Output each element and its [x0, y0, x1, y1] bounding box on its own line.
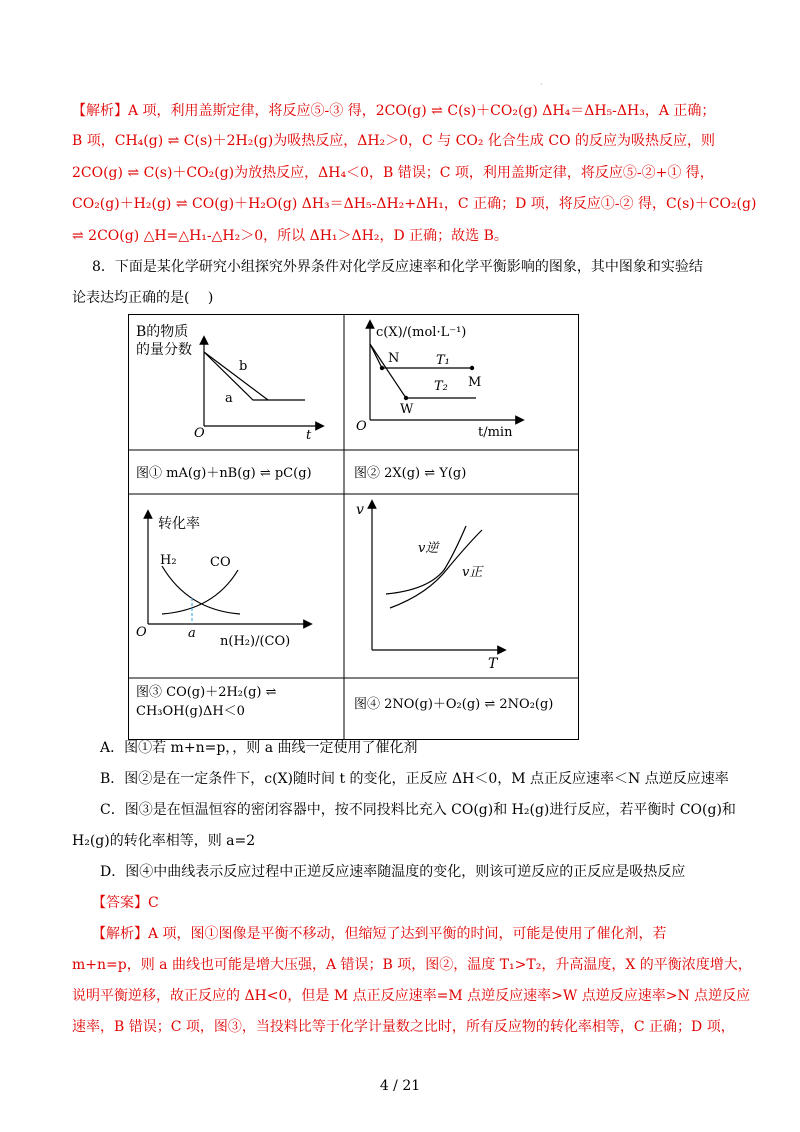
graph3-origin: O [136, 625, 147, 640]
question-stem-line2: 论表达均正确的是( ) [72, 290, 214, 306]
graph4-caption: 图④ 2NO(g)＋O₂(g) ⇌ 2NO₂(g) [354, 697, 554, 712]
graph2-origin: O [356, 419, 367, 434]
answer: 【答案】C [92, 895, 159, 911]
graph1-curve-b-label: b [239, 359, 248, 374]
graph2-point-W: W [400, 402, 414, 417]
graph1 [136, 323, 320, 443]
graph-table [128, 314, 579, 740]
option-C-line1: C．图③是在恒温恒容的密闭容器中，按不同投料比充入 CO(g)和 H₂(g)进行反应，若平衡时 CO(g)和 [100, 802, 736, 818]
graph2-point-N: N [388, 351, 400, 366]
graph1-ylabel1: B的物质 [136, 324, 189, 340]
graph4-v-reverse-label: v逆 [418, 541, 439, 556]
analysis2-line1: 【解析】A 项，图①图像是平衡不移动，但缩短了达到平衡的时间，可能是使用了催化剂，若 [92, 926, 667, 942]
graph1-curve-a-label: a [225, 391, 233, 406]
option-D: D．图④中曲线表示反应过程中正逆反应速率随温度的变化，则该可逆反应的正反应是吸热反应 [100, 864, 686, 880]
analysis2-line2: m+n=p，则 a 曲线也可能是增大压强，A 错误；B 项，图②，温度 T₁>T₂，升高温度，X 的平衡浓度增大， [72, 957, 752, 973]
graph1-caption: 图① mA(g)＋nB(g) ⇌ pC(g) [136, 466, 312, 481]
graph2-T2-label: T₂ [434, 379, 448, 394]
analysis1-line2: B 项，CH₄(g) ⇌ C(s)＋2H₂(g)为吸热反应，ΔH₂＞0，C 与 CO₂ 化合生成 CO 的反应为吸热反应，则 [72, 133, 716, 149]
graph3-xlabel: n(H₂)/(CO) [220, 634, 291, 649]
analysis2-line4: 速率，B 错误；C 项，图③，当投料比等于化学计量数之比时，所有反应物的转化率相等，C 正确；D 项， [72, 1019, 735, 1035]
analysis1-line3: 2CO(g) ⇌ C(s)＋CO₂(g)为放热反应，ΔH₄＜0，B 错误；C 项，利用盖斯定律，将反应⑤-②+① 得， [72, 165, 714, 181]
graph3-H2-label: H₂ [160, 553, 177, 568]
analysis1-line4: CO₂(g)＋H₂(g) ⇌ CO(g)＋H₂O(g) ΔH₃＝ΔH₅-ΔH₂+ΔH₁，C 正确；D 项，将反应①-② 得，C(s)＋CO₂(g) [72, 196, 757, 212]
graph1-origin: O [194, 426, 205, 441]
question-stem-line1: 8．下面是某化学研究小组探究外界条件对化学反应速率和化学平衡影响的图象，其中图象和实验结 [92, 259, 703, 275]
graph4-v-forward-label: v正 [462, 565, 483, 580]
graph4 [356, 502, 502, 672]
analysis2-line3: 说明平衡逆移，故正反应的 ΔH<0，但是 M 点正反应速率=M 点逆反应速率>W 点逆反应速率>N 点逆反应 [72, 988, 751, 1004]
graph2-caption: 图② 2X(g) ⇌ Y(g) [354, 466, 467, 481]
graph4-ylabel: v [356, 502, 364, 518]
graph3-CO-label: CO [210, 555, 231, 570]
graph2-xlabel: t/min [478, 425, 513, 440]
graph3-ylabel: 转化率 [158, 516, 200, 532]
analysis1-line1: 【解析】A 项，利用盖斯定律，将反应⑤-③ 得，2CO(g) ⇌ C(s)＋CO₂(g) ΔH₄＝ΔH₅-ΔH₃，A 正确； [72, 103, 716, 119]
stray-mark: · [540, 80, 543, 89]
graph2-ylabel: c(X)/(mol·L⁻¹) [376, 325, 467, 340]
graph1-ylabel2: 的量分数 [136, 342, 192, 358]
graph2 [356, 324, 520, 440]
graph1-xlabel: t [306, 428, 312, 443]
option-C-line2: H₂(g)的转化率相等，则 a=2 [72, 833, 256, 849]
graph3-caption-line2: CH₃OH(g)ΔH＜0 [136, 704, 245, 719]
graph3-a-label: a [188, 626, 196, 641]
option-B: B．图②是在一定条件下，c(X)随时间 t 的变化，正反应 ΔH＜0，M 点正反应速率＜N 点逆反应速率 [100, 771, 729, 787]
option-A: A．图①若 m+n=p，，则 a 曲线一定使用了催化剂 [100, 740, 418, 756]
graph4-xlabel: T [488, 656, 498, 672]
graph2-T1-label: T₁ [436, 353, 450, 368]
graph3-caption-line1: 图③ CO(g)＋2H₂(g) ⇌ [136, 685, 277, 700]
page-number: 4 / 21 [379, 1078, 421, 1094]
analysis1-line5: ⇌ 2CO(g) △H=△H₁-△H₂＞0，所以 ΔH₁＞ΔH₂，D 正确；故选 B。 [72, 228, 508, 244]
graph3 [136, 514, 308, 649]
graph2-point-M: M [468, 375, 482, 390]
